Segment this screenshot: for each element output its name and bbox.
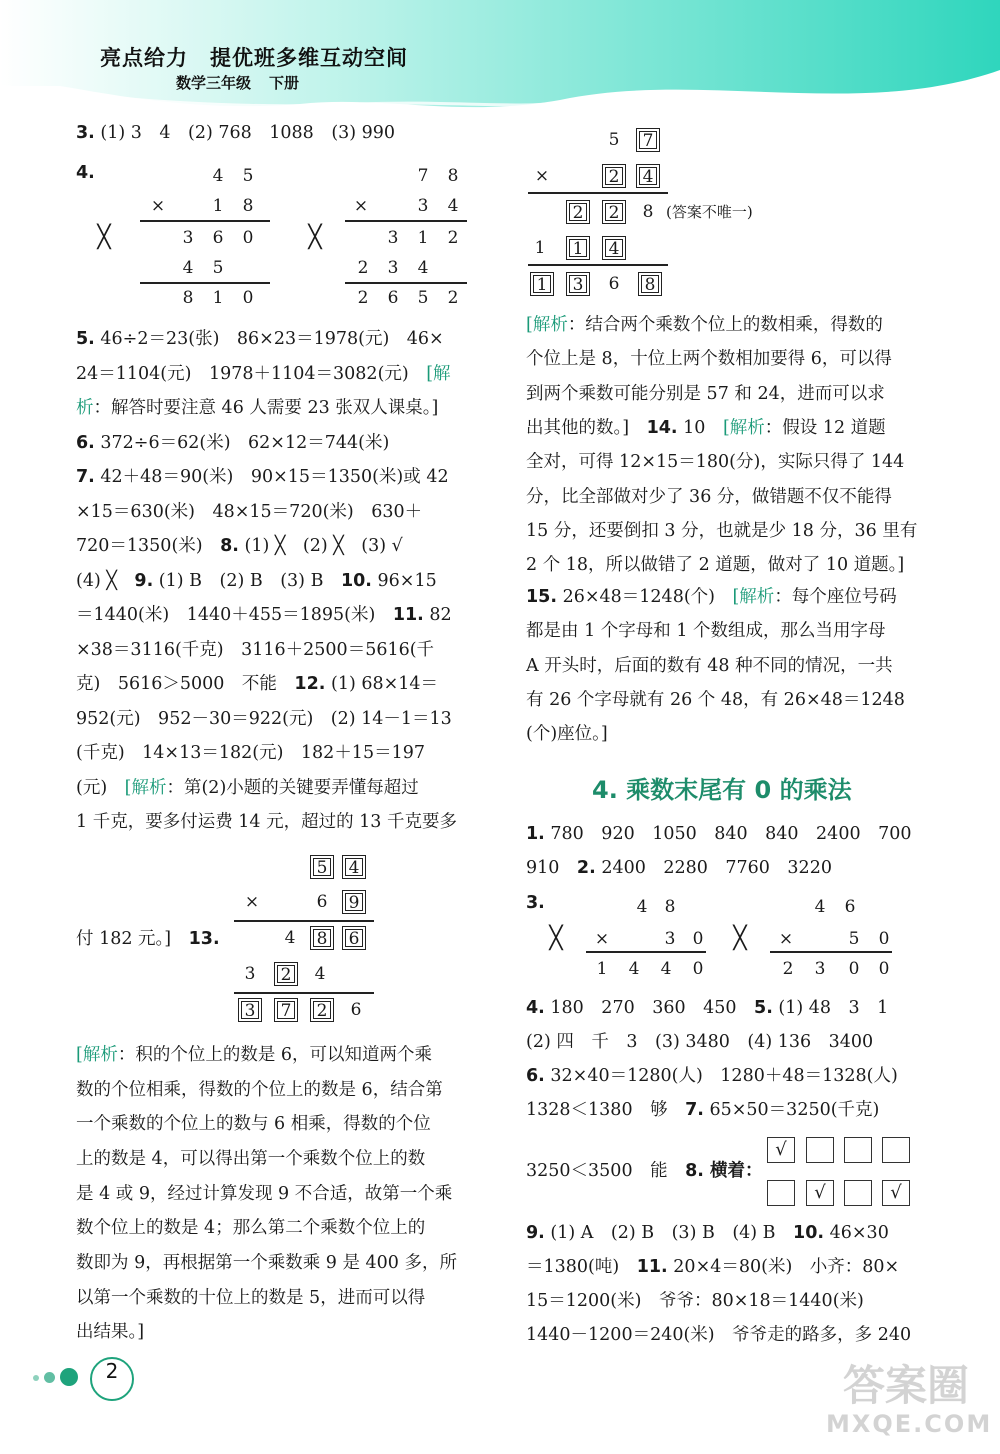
checkbox: √ [882,1180,910,1206]
answer-line: 析：解答时要注意 46 人需要 23 张双人课桌。] [76,398,439,418]
answer-line: [解析：结合两个乘数个位上的数相乘，得数的 [526,315,883,335]
answer-line: 952(元) 952－30＝922(元) (2) 14－1＝13 [76,709,452,729]
answer-line: 一个乘数的个位上的数与 6 相乘，得数的个位 [76,1114,431,1134]
answer-line: 有 26 个字母就有 26 个 48，有 26×48＝1248 [526,690,905,710]
checkbox [767,1180,795,1206]
checkbox: √ [806,1180,834,1206]
answer-line: 到两个乘数可能分别是 57 和 24，进而可以求 [526,384,885,404]
answer-line: (元) [解析：第(2)小题的关键要弄懂每超过 [76,778,419,798]
wrong-mark: ╳ [97,225,111,250]
answer-line: 以第一个乘数的十位上的数是 5，进而可以得 [76,1288,426,1308]
answer-line: 出结果。] [76,1322,145,1342]
answer-line: (千克) 14×13＝182(元) 182＋15＝197 [76,743,425,763]
answer-line: 1440－1200＝240(米) 爷爷走的路多，多 240 [526,1325,912,1345]
answer-line: 1. 780 920 1050 840 840 2400 700 [526,824,912,844]
answer-line: 3. (1) 3 4 (2) 768 1088 (3) 990 [76,123,396,143]
answer-line: ＝1440(米) 1440＋455＝1895(米) 11. 82 [76,605,452,625]
vertical-calc-q13: 5 4 × 6 9 4 8 6 3 2 4 3 7 2 6 [230,850,380,1030]
answer-line: 6. 372÷6＝62(米) 62×12＝744(米) [76,433,390,453]
answer-line: ×38＝3116(千克) 3116＋2500＝5616(千 [76,640,435,660]
answer-line: 7. 42＋48＝90(米) 90×15＝1350(米)或 42 [76,467,449,487]
answer-line: 24＝1104(元) 1978＋1104＝3082(元) [解 [76,364,451,384]
vertical-calc-q13-alt: 5 7 × 2 4 2 2 8 (答案不唯一) 1 1 4 1 3 6 8 [526,122,826,302]
question-number: 4. [76,163,95,183]
vertical-calc-s3b: ╳ 4 6 × 5 0 2 3 0 0 [728,893,898,983]
answer-line: 是 4 或 9，经过计算发现 9 不合适，故第一个乘 [76,1184,453,1204]
checkbox [844,1137,872,1163]
answer-note: (答案不唯一) [666,203,753,221]
header-subject: 数学三年级 [176,74,252,92]
answer-line: 上的数是 4，可以得出第一个乘数个位上的数 [76,1149,426,1169]
vertical-calc-q4b: ╳ 7 8 × 3 4 3 1 2 2 3 4 2 6 5 2 [305,160,475,310]
answer-line: [解析：积的个位上的数是 6，可以知道两个乘 [76,1045,433,1065]
answer-line: ＝1380(吨) 11. 20×4＝80(米) 小齐：80× [526,1257,900,1277]
answer-line: 分，比全部做对少了 36 分，做错题不仅不能得 [526,487,892,507]
answer-line: 9. (1) A (2) B (3) B (4) B 10. 46×30 [526,1223,889,1243]
question-number: 3. [526,893,545,913]
answer-line: 15 分，还要倒扣 3 分，也就是少 18 分，36 里有 [526,521,918,541]
answer-line: (4) ╳ 9. (1) B (2) B (3) B 10. 96×15 [76,571,437,591]
watermark-logo: 答案圈 MXQE.COM [826,1361,993,1438]
wrong-mark: ╳ [733,926,747,951]
answer-line: 5. 46÷2＝23(张) 86×23＝1978(元) 46× [76,329,444,349]
answer-line: ×15＝630(米) 48×15＝720(米) 630＋ [76,502,423,522]
header-subtitle [176,72,317,93]
answer-line: (个)座位。] [526,724,608,744]
answer-line: 3250＜3500 能 8. 横着： [526,1161,763,1181]
answer-line: 数个位上的数是 4；那么第二个乘数个位上的 [76,1218,426,1238]
answer-line: 付 182 元。] 13. [76,929,220,949]
vertical-calc-s3a: ╳ 4 8 × 3 0 1 4 4 0 [546,893,716,983]
checkbox [882,1137,910,1163]
answer-line: 数即为 9，再根据第一个乘数乘 9 是 400 多，所 [76,1253,457,1273]
answer-line: 克) 5616＞5000 不能 12. (1) 68×14＝ [76,674,439,694]
answer-line: 都是由 1 个字母和 1 个数组成，那么当用字母 [526,621,886,641]
checkbox: √ [767,1137,795,1163]
checkbox [806,1137,834,1163]
section-title: 4. 乘数末尾有 0 的乘法 [592,776,852,804]
answer-line: 1328＜1380 够 7. 65×50＝3250(千克) [526,1100,880,1120]
answer-line: 15. 26×48＝1248(个) [解析：每个座位号码 [526,587,897,607]
answer-line: 全对，可得 12×15＝180(分)，实际只得了 144 [526,452,905,472]
answer-line: 出其他的数。] 14. 10 [解析：假设 12 道题 [526,418,886,438]
answer-line: 2 个 18，所以做错了 2 道题，做对了 10 道题。] [526,555,905,575]
answer-line: 数的个位相乘，得数的个位上的数是 6，结合第 [76,1080,443,1100]
answer-line: 910 2. 2400 2280 7760 3220 [526,858,832,878]
answer-line: 个位上是 8，十位上两个数相加要得 6，可以得 [526,349,892,369]
wrong-mark: ╳ [549,926,563,951]
wrong-mark: ╳ [308,225,322,250]
answer-line: 15＝1200(米) 爷爷：80×18＝1440(米) [526,1291,864,1311]
page-number: 2 [90,1357,134,1401]
answer-line: (2) 四 千 3 (3) 3480 (4) 136 3400 [526,1032,874,1052]
header-title: 亮点给力 提优班多维互动空间 [100,46,408,70]
answer-line: A 开头时，后面的数有 48 种不同的情况，一共 [526,656,893,676]
answer-line: 720＝1350(米) 8. (1) ╳ (2) ╳ (3) √ [76,536,403,556]
checkbox [844,1180,872,1206]
vertical-calc-q4a: ╳ 4 5 × 1 8 3 6 0 4 5 8 1 0 [100,160,270,310]
answer-line: 1 千克，要多付运费 14 元，超过的 13 千克要多 [76,812,457,832]
answer-line: 4. 180 270 360 450 5. (1) 48 3 1 [526,998,889,1018]
header-volume: 下册 [269,74,300,92]
answer-line: 6. 32×40＝1280(人) 1280＋48＝1328(人) [526,1066,898,1086]
